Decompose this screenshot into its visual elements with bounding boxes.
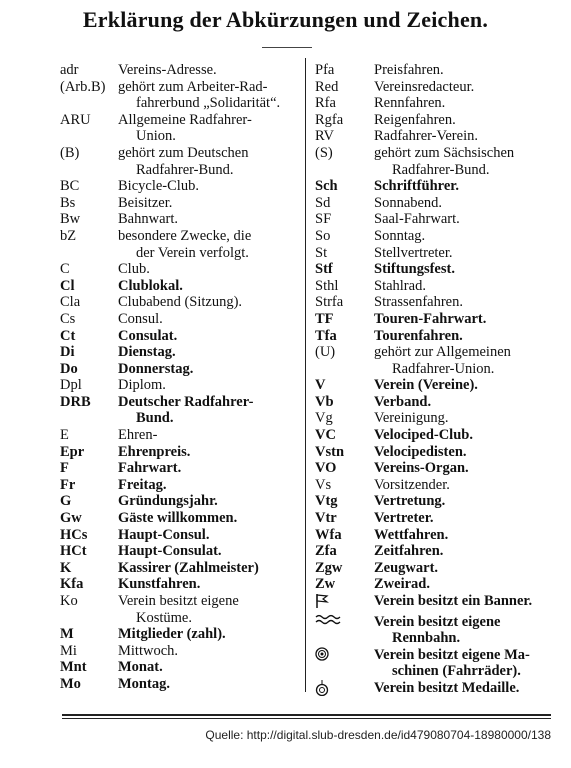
abbreviation-entry	[60, 626, 300, 643]
abbreviation-meaning	[374, 145, 553, 178]
abbreviation-entry	[60, 278, 300, 295]
medal-icon	[315, 680, 374, 701]
abbreviation-meaning	[118, 195, 300, 212]
abbreviation-entry	[315, 647, 553, 680]
meaning-line: Verein (Vereine).	[374, 377, 478, 394]
abbreviation-entry	[315, 427, 553, 444]
abbreviation-meaning	[374, 543, 553, 560]
abbreviation-meaning	[374, 211, 553, 228]
abbreviation-meaning	[374, 311, 553, 328]
abbreviation-meaning	[118, 427, 300, 444]
abbreviation-entry	[60, 112, 300, 145]
abbreviation-entry	[60, 178, 300, 195]
abbreviation: Red	[315, 78, 339, 95]
meaning-line: Club.	[118, 261, 150, 278]
meaning-line: Mittwoch.	[118, 642, 179, 659]
abbreviation-meaning	[374, 128, 553, 145]
abbreviation-entry	[60, 527, 300, 544]
abbreviation-meaning	[374, 377, 553, 394]
abbreviation: Pfa	[315, 62, 335, 78]
abbreviation-entry	[60, 477, 300, 494]
abbreviation-entry	[315, 294, 553, 311]
abbreviation: Epr	[60, 443, 85, 460]
abbreviation-meaning	[374, 410, 553, 427]
abbreviation: F	[60, 460, 69, 477]
abbreviation-meaning	[118, 211, 300, 228]
abbreviation: M	[60, 626, 74, 643]
abbreviation: Mnt	[60, 659, 87, 676]
abbreviation-meaning	[374, 477, 553, 494]
abbreviation: Mi	[60, 642, 77, 659]
meaning-line: Ehrenpreis.	[118, 443, 191, 460]
abbreviation: (Arb.B)	[60, 78, 106, 95]
abbreviation-entry	[60, 427, 300, 444]
abbreviation-meaning	[374, 328, 553, 345]
abbreviation: C	[60, 261, 70, 278]
abbreviation: Bs	[60, 194, 76, 211]
meaning-line: Montag.	[118, 675, 170, 692]
meaning-line: Bahnwart.	[118, 211, 178, 228]
abbreviation: RV	[315, 128, 334, 145]
abbreviation-entry	[60, 145, 300, 178]
abbreviation-entry	[60, 510, 300, 527]
abbreviation-meaning	[374, 647, 553, 680]
abbreviation-meaning	[118, 626, 300, 643]
abbreviation-entry	[315, 593, 553, 614]
wheel-icon	[315, 647, 374, 666]
meaning-line: besondere Zwecke, die	[118, 227, 252, 244]
meaning-line: Mitglieder (zahl).	[118, 626, 226, 643]
abbreviation-entry	[315, 261, 553, 278]
meaning-continuation: der Verein verfolgt.	[136, 244, 249, 261]
meaning-line: Strassenfahren.	[374, 294, 463, 311]
abbreviation-meaning	[374, 195, 553, 212]
abbreviation: adr	[60, 62, 79, 78]
abbreviation: (S)	[315, 144, 333, 161]
meaning-line: Freitag.	[118, 476, 167, 493]
abbreviation: VO	[315, 460, 337, 477]
abbreviation-meaning	[374, 62, 553, 79]
abbreviation: Vtg	[315, 493, 338, 510]
meaning-line: gehört zur Allgemeinen	[374, 344, 511, 361]
source-citation: Quelle: http://digital.slub-dresden.de/id479080704-18980000/138	[205, 728, 551, 742]
abbreviation: TF	[315, 310, 334, 327]
right-column	[315, 62, 553, 701]
meaning-continuation: Bund.	[136, 410, 174, 427]
abbreviation-entry	[315, 394, 553, 411]
abbreviation: Mo	[60, 675, 81, 692]
meaning-line: Monat.	[118, 659, 163, 676]
abbreviation-meaning	[374, 680, 553, 697]
abbreviation: SF	[315, 211, 332, 228]
abbreviation-meaning	[118, 477, 300, 494]
abbreviation-meaning	[374, 527, 553, 544]
meaning-line: Velociped-Club.	[374, 427, 473, 444]
abbreviation: Sthl	[315, 277, 339, 294]
abbreviation: Gw	[60, 510, 82, 527]
abbreviation-entry	[60, 493, 300, 510]
title-rule	[262, 47, 312, 48]
meaning-line: Verein besitzt eigene Ma-	[374, 646, 530, 663]
abbreviation-meaning	[118, 145, 300, 178]
abbreviation-meaning	[374, 278, 553, 295]
abbreviation-entry	[315, 178, 553, 195]
abbreviation-entry	[315, 112, 553, 129]
meaning-continuation: Union.	[136, 128, 176, 145]
abbreviation: Zfa	[315, 543, 337, 560]
abbreviation-meaning	[374, 444, 553, 461]
abbreviation-meaning	[118, 62, 300, 79]
abbreviation-meaning	[374, 228, 553, 245]
meaning-line: Haupt-Consulat.	[118, 543, 222, 560]
abbreviation: Zgw	[315, 559, 343, 576]
meaning-line: Stiftungsfest.	[374, 261, 455, 278]
abbreviation-entry	[60, 79, 300, 112]
abbreviation: Strfa	[315, 294, 344, 311]
abbreviation-meaning	[118, 676, 300, 693]
abbreviation-meaning	[118, 361, 300, 378]
meaning-line: Wettfahren.	[374, 526, 449, 543]
abbreviation-meaning	[118, 294, 300, 311]
meaning-line: Consul.	[118, 310, 163, 327]
abbreviation-entry	[315, 311, 553, 328]
abbreviation-entry	[315, 79, 553, 96]
abbreviation-meaning	[118, 527, 300, 544]
abbreviation-entry	[60, 643, 300, 660]
meaning-line: Fahrwart.	[118, 460, 182, 477]
meaning-line: Zeugwart.	[374, 559, 439, 576]
abbreviation-entry	[315, 145, 553, 178]
abbreviation-meaning	[374, 245, 553, 262]
abbreviation-entry	[315, 377, 553, 394]
meaning-line: Zeitfahren.	[374, 543, 444, 560]
meaning-line: Vorsitzender.	[374, 476, 450, 493]
abbreviation: ARU	[60, 111, 91, 128]
abbreviation: Di	[60, 344, 75, 361]
abbreviation: Wfa	[315, 526, 342, 543]
abbreviation-entry	[315, 444, 553, 461]
abbreviation: Stf	[315, 261, 333, 278]
abbreviation-entry	[60, 593, 300, 626]
meaning-continuation: Radfahrer-Bund.	[392, 161, 490, 178]
meaning-line: Verein besitzt Medaille.	[374, 679, 520, 696]
abbreviation: Dpl	[60, 377, 82, 394]
meaning-continuation: fahrerbund „Solidarität“.	[136, 95, 281, 112]
page-title: Erklärung der Abkürzungen und Zeichen.	[82, 7, 489, 32]
meaning-line: Schriftführer.	[374, 178, 459, 195]
abbreviation: HCt	[60, 543, 87, 560]
meaning-continuation: Rennbahn.	[392, 630, 461, 647]
meaning-line: Donnerstag.	[118, 360, 194, 377]
abbreviation: HCs	[60, 526, 88, 543]
meaning-line: Haupt-Consul.	[118, 526, 210, 543]
banner-icon	[315, 593, 374, 614]
left-column	[60, 62, 300, 693]
abbreviation: Bw	[60, 211, 81, 228]
abbreviation-meaning	[118, 377, 300, 394]
abbreviation-entry	[60, 676, 300, 693]
abbreviation-meaning	[118, 460, 300, 477]
abbreviation-meaning	[118, 643, 300, 660]
abbreviation-entry	[315, 680, 553, 701]
abbreviation-entry	[315, 543, 553, 560]
abbreviation-meaning	[118, 79, 300, 112]
meaning-line: Kunstfahren.	[118, 576, 201, 593]
abbreviation-meaning	[374, 112, 553, 129]
meaning-line: Sonnabend.	[374, 194, 443, 211]
abbreviation-meaning	[374, 493, 553, 510]
meaning-line: Clubabend (Sitzung).	[118, 294, 243, 311]
meaning-line: Vereinigung.	[374, 410, 449, 427]
meaning-line: Saal-Fahrwart.	[374, 211, 460, 228]
abbreviation-entry	[315, 477, 553, 494]
abbreviation-meaning	[118, 560, 300, 577]
abbreviation-entry	[60, 211, 300, 228]
abbreviation: G	[60, 493, 72, 510]
abbreviation: Vtr	[315, 510, 337, 527]
abbreviation: K	[60, 559, 72, 576]
abbreviation-entry	[60, 328, 300, 345]
abbreviation: V	[315, 377, 326, 394]
abbreviation-meaning	[118, 311, 300, 328]
bottom-rule	[62, 714, 551, 716]
abbreviation-meaning	[374, 394, 553, 411]
meaning-line: gehört zum Arbeiter-Rad-	[118, 78, 268, 95]
bottom-rule	[62, 718, 551, 719]
abbreviation-entry	[315, 62, 553, 79]
abbreviation-entry	[315, 410, 553, 427]
meaning-line: Rennfahren.	[374, 95, 446, 112]
abbreviation-meaning	[374, 79, 553, 96]
abbreviation: So	[315, 227, 331, 244]
abbreviation: Cs	[60, 310, 76, 327]
meaning-continuation: Kostüme.	[136, 609, 192, 626]
wave-icon	[315, 614, 374, 631]
abbreviation: Kfa	[60, 576, 84, 593]
abbreviation: Rgfa	[315, 111, 344, 128]
abbreviation-entry	[60, 361, 300, 378]
abbreviation-meaning	[118, 394, 300, 427]
abbreviation: Vg	[315, 410, 333, 427]
meaning-line: Deutscher Radfahrer-	[118, 393, 254, 410]
abbreviation-meaning	[118, 344, 300, 361]
abbreviation-entry	[315, 527, 553, 544]
abbreviation-meaning	[118, 493, 300, 510]
abbreviation-meaning	[374, 95, 553, 112]
meaning-line: Gründungsjahr.	[118, 493, 218, 510]
meaning-line: Stahlrad.	[374, 277, 426, 294]
abbreviation-entry	[315, 614, 553, 647]
abbreviation-entry	[315, 510, 553, 527]
abbreviation-meaning	[118, 228, 300, 261]
meaning-line: Touren-Fahrwart.	[374, 310, 487, 327]
abbreviation-entry	[315, 245, 553, 262]
abbreviation-meaning	[118, 112, 300, 145]
abbreviation-meaning	[374, 614, 553, 647]
abbreviation-entry	[315, 278, 553, 295]
abbreviation-meaning	[118, 444, 300, 461]
abbreviation-entry	[315, 128, 553, 145]
abbreviation: VC	[315, 427, 336, 444]
abbreviation-entry	[315, 493, 553, 510]
abbreviation-meaning	[374, 178, 553, 195]
abbreviation-meaning	[118, 510, 300, 527]
abbreviation: Cl	[60, 277, 75, 294]
abbreviation-meaning	[118, 593, 300, 626]
abbreviation-meaning	[118, 261, 300, 278]
meaning-line: gehört zum Sächsischen	[374, 144, 515, 161]
abbreviation-entry	[315, 228, 553, 245]
meaning-line: Vereinsredacteur.	[374, 78, 475, 95]
meaning-continuation: Radfahrer-Bund.	[136, 161, 234, 178]
meaning-line: Velocipedisten.	[374, 443, 467, 460]
meaning-continuation: Radfahrer-Union.	[392, 360, 495, 377]
column-divider	[305, 58, 306, 692]
abbreviation: Cla	[60, 294, 81, 311]
abbreviation-entry	[60, 344, 300, 361]
abbreviation-entry	[60, 576, 300, 593]
meaning-line: Stellvertreter.	[374, 244, 453, 261]
abbreviation-entry	[60, 195, 300, 212]
abbreviation-meaning	[374, 427, 553, 444]
abbreviation-entry	[60, 311, 300, 328]
abbreviation: (B)	[60, 144, 80, 161]
abbreviation-meaning	[118, 178, 300, 195]
meaning-line: Beisitzer.	[118, 194, 173, 211]
abbreviation: Sch	[315, 178, 338, 195]
abbreviation: DRB	[60, 393, 91, 410]
abbreviation-meaning	[374, 560, 553, 577]
meaning-line: Verein besitzt eigene	[374, 613, 501, 630]
abbreviation-entry	[60, 444, 300, 461]
abbreviation-entry	[60, 560, 300, 577]
abbreviation-meaning	[374, 510, 553, 527]
meaning-line: Zweirad.	[374, 576, 430, 593]
abbreviation: BC	[60, 178, 80, 195]
meaning-line: Gäste willkommen.	[118, 510, 238, 527]
meaning-line: Preisfahren.	[374, 62, 444, 78]
meaning-line: Sonntag.	[374, 227, 426, 244]
abbreviation-meaning	[118, 328, 300, 345]
abbreviation-meaning	[118, 543, 300, 560]
abbreviation-entry	[60, 294, 300, 311]
abbreviation-entry	[60, 377, 300, 394]
abbreviation-entry	[60, 659, 300, 676]
abbreviation: St	[315, 244, 328, 261]
meaning-line: Radfahrer-Verein.	[374, 128, 478, 145]
abbreviation-entry	[60, 460, 300, 477]
abbreviation-entry	[315, 460, 553, 477]
meaning-line: Vertreter.	[374, 510, 434, 527]
abbreviation: bZ	[60, 227, 77, 244]
meaning-line: Verein besitzt ein Banner.	[374, 593, 533, 609]
abbreviation-entry	[315, 195, 553, 212]
abbreviation-entry	[60, 543, 300, 560]
meaning-line: Reigenfahren.	[374, 111, 456, 128]
abbreviation-entry	[60, 394, 300, 427]
meaning-line: gehört zum Deutschen	[118, 144, 249, 161]
abbreviation: Vs	[315, 476, 332, 493]
abbreviation-meaning	[374, 261, 553, 278]
abbreviation-entry	[315, 95, 553, 112]
abbreviation-meaning	[374, 294, 553, 311]
abbreviation-meaning	[118, 278, 300, 295]
meaning-line: Verein besitzt eigene	[118, 593, 239, 609]
meaning-continuation: schinen (Fahrräder).	[392, 663, 521, 680]
abbreviation: Do	[60, 360, 78, 377]
abbreviation: (U)	[315, 344, 336, 361]
abbreviation-entry	[60, 62, 300, 79]
abbreviation-entry	[315, 211, 553, 228]
abbreviation-entry	[60, 261, 300, 278]
meaning-line: Vertretung.	[374, 493, 446, 510]
abbreviation-entry	[315, 344, 553, 377]
abbreviation: E	[60, 427, 69, 444]
abbreviation-meaning	[374, 576, 553, 593]
meaning-line: Allgemeine Radfahrer-	[118, 111, 252, 128]
meaning-line: Clublokal.	[118, 277, 183, 294]
meaning-line: Ehren-	[118, 427, 158, 444]
abbreviation-meaning	[374, 460, 553, 477]
abbreviation: Vstn	[315, 443, 345, 460]
meaning-line: Kassirer (Zahlmeister)	[118, 559, 259, 576]
abbreviation-meaning	[374, 593, 553, 610]
abbreviation-entry	[315, 560, 553, 577]
meaning-line: Consulat.	[118, 327, 178, 344]
meaning-line: Dienstag.	[118, 344, 176, 361]
abbreviation: Vb	[315, 393, 334, 410]
abbreviation: Fr	[60, 476, 76, 493]
abbreviation: Rfa	[315, 95, 336, 112]
abbreviation-entry	[315, 576, 553, 593]
meaning-line: Verband.	[374, 393, 432, 410]
abbreviation: Tfa	[315, 327, 337, 344]
abbreviation-entry	[60, 228, 300, 261]
abbreviation-meaning	[374, 344, 553, 377]
abbreviation-meaning	[118, 576, 300, 593]
meaning-line: Tourenfahren.	[374, 327, 463, 344]
abbreviation: Zw	[315, 576, 336, 593]
meaning-line: Vereins-Organ.	[374, 460, 469, 477]
abbreviation: Ko	[60, 593, 78, 609]
meaning-line: Bicycle-Club.	[118, 178, 199, 195]
meaning-line: Vereins-Adresse.	[118, 62, 217, 78]
meaning-line: Diplom.	[118, 377, 166, 394]
abbreviation: Ct	[60, 327, 76, 344]
abbreviation-entry	[315, 328, 553, 345]
abbreviation: Sd	[315, 194, 331, 211]
abbreviation-meaning	[118, 659, 300, 676]
